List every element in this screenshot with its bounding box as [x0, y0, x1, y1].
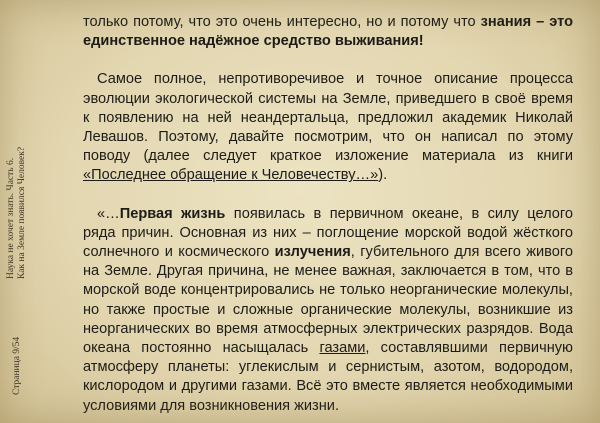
paragraph-2 [83, 70, 573, 185]
page-number: Страница 9/54 [12, 336, 22, 395]
paragraph-3-bold2: излучения [274, 244, 351, 261]
paragraph-3-text2: появилась в первичном океане, в силу целого ряда причин. Основная из них – поглощение морской водой жёсткого солнечного и космического [83, 205, 573, 261]
paragraph-3-underlined: газами [319, 340, 366, 357]
paragraph-3-text1: «… [97, 205, 120, 222]
paragraph-2-text1: Самое полное, непротиворечивое и точное описание процесса эволюции экологической системы на Земле, приведшего в своё время к появлению на ней неандертальца, предложил академик Николай Левашов. Поэтому, давайте посмотрим, что он написал по этому поводу (далее следует краткое изложение материала из книги [83, 71, 573, 165]
paragraph-1-bold: знания – это единственное надёжное средство выживания [83, 14, 573, 50]
paragraph-3-bold1: Первая жизнь [119, 205, 226, 222]
paragraph-3-text4: , составлявшими первичную атмосферу планеты: углекислым и сернистым, азотом, водородом, кислородом и другими газами. Всё это вместе является необходимыми условиями для возникновения жизни. [83, 340, 573, 414]
paragraph-1-text1: только потому, что это очень интересно, но и потому что [83, 14, 481, 30]
document-title [6, 147, 28, 279]
sidebar [0, 0, 40, 423]
document-body [83, 13, 573, 416]
paragraph-2-text2: ). [378, 167, 388, 184]
book-link[interactable]: «Последнее обращение к Человечеству…» [83, 167, 379, 184]
paragraph-1-text2: ! [418, 33, 424, 50]
paragraph-1 [83, 13, 573, 51]
paragraph-3 [83, 205, 573, 416]
document-title-line1: Наука не хочет знать. Часть 6. [6, 157, 16, 279]
document-title-line2: Как на Земле появился Человек? [17, 146, 27, 279]
paragraph-3-text3: , губительного для всего живого на Земле. Другая причина, не менее важная, заключается в том, что в морской воде концентрировались не только неорганические молекулы, но также простые и сложные органические молекулы, возникшие из неорганических во время атмосферных электрических разрядов. Вода океана постоянно насыщалась [83, 244, 573, 357]
